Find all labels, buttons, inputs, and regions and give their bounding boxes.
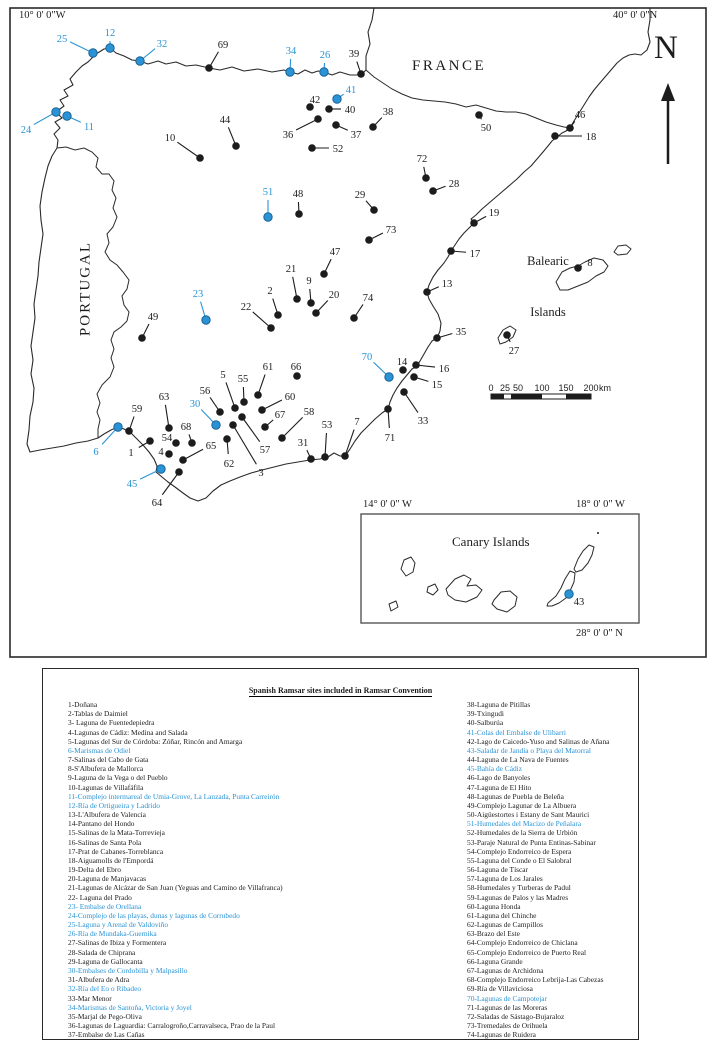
site-label-28: 28 xyxy=(448,178,460,190)
site-label-60: 60 xyxy=(284,391,296,403)
site-label-74: 74 xyxy=(362,292,374,304)
site-dot-52 xyxy=(308,144,316,152)
legend-item: 67-Lagunas de Archidona xyxy=(467,965,544,975)
north-arrow xyxy=(661,83,675,164)
site-label-62: 62 xyxy=(223,458,235,470)
site-dot-49 xyxy=(138,334,146,342)
scale-tick-200: 200 xyxy=(583,383,599,393)
site-dot-61 xyxy=(254,391,262,399)
site-label-48: 48 xyxy=(292,188,304,200)
legend-item: 35-Marjal de Pego-Oliva xyxy=(68,1011,142,1021)
balearic-label: Balearic Islands xyxy=(527,254,569,319)
site-label-29: 29 xyxy=(354,189,366,201)
site-label-20: 20 xyxy=(328,289,340,301)
legend-item: 39-Txingudi xyxy=(467,709,504,719)
site-label-43: 43 xyxy=(573,596,585,608)
site-dot-15 xyxy=(410,373,418,381)
legend-item: 46-Lago de Banyoles xyxy=(467,773,531,783)
legend-item: 48-Lagunas de Puebla de Beleña xyxy=(467,791,564,801)
legend-item: 5-Lagunas del Sur de Córdoba: Zóñar, Rincón and Amarga xyxy=(68,736,243,746)
site-label-36: 36 xyxy=(282,129,294,141)
legend-item: 17-Prat de Cabanes-Torreblanca xyxy=(68,846,164,856)
legend-item: 53-Paraje Natural de Punta Entinas-Sabinar xyxy=(467,837,596,847)
site-leader-line-3 xyxy=(233,425,256,464)
site-label-1: 1 xyxy=(128,447,134,459)
site-dot-11 xyxy=(63,112,71,120)
site-label-34: 34 xyxy=(285,45,297,57)
site-dot-70 xyxy=(385,373,393,381)
legend-item: 55-Laguna del Conde o El Salobral xyxy=(467,855,572,865)
france-border xyxy=(366,70,570,128)
legend-item: 50-Aigüestortes i Estany de Sant Maurici xyxy=(467,810,590,820)
site-dot-55 xyxy=(240,398,248,406)
site-dot-73 xyxy=(365,236,373,244)
site-label-2: 2 xyxy=(267,285,273,297)
site-dot-51 xyxy=(264,213,272,221)
inset-coord-top-right: 18° 0' 0" W xyxy=(576,499,625,510)
site-dot-40 xyxy=(325,105,333,113)
site-dot-34 xyxy=(286,68,294,76)
site-label-15: 15 xyxy=(431,379,443,391)
site-dot-6 xyxy=(114,423,122,431)
site-label-46: 46 xyxy=(574,109,586,121)
legend-item: 1-Doñana xyxy=(68,700,98,709)
site-dot-64 xyxy=(175,468,183,476)
site-label-27: 27 xyxy=(508,345,520,357)
legend-item: 20-Laguna de Manjavacas xyxy=(68,874,146,884)
site-label-50: 50 xyxy=(480,122,492,134)
legend-column-right xyxy=(467,700,609,1039)
site-dot-47 xyxy=(320,270,328,278)
site-label-69: 69 xyxy=(217,39,229,51)
site-label-26: 26 xyxy=(319,49,331,61)
legend-item: 41-Colas del Embalse de Ulibarri xyxy=(467,727,566,737)
site-leader-line-64 xyxy=(162,472,179,495)
legend-item: 63-Brazo del Este xyxy=(467,929,520,939)
site-dot-18 xyxy=(551,132,559,140)
inset-coord-bottom-right: 28° 0' 0" N xyxy=(576,628,623,639)
site-dot-46 xyxy=(566,124,574,132)
legend-item: 64-Complejo Endorreico de Chiclana xyxy=(467,938,578,948)
site-leader-line-57 xyxy=(242,417,260,442)
legend-item: 25-Laguna y Arenal de Valdoviño xyxy=(68,920,169,930)
canary-label: Canary Islands xyxy=(452,534,530,549)
site-dot-32 xyxy=(136,57,144,65)
site-dot-62 xyxy=(223,435,231,443)
legend-item: 26-Ría de Mundaka-Guernika xyxy=(68,929,157,939)
site-dot-69 xyxy=(205,64,213,72)
site-label-67: 67 xyxy=(274,409,286,421)
scale-bar xyxy=(491,394,591,399)
site-label-70: 70 xyxy=(361,351,373,363)
site-dot-66 xyxy=(293,372,301,380)
site-dot-10 xyxy=(196,154,204,162)
site-leader-line-10 xyxy=(177,142,200,158)
site-dot-17 xyxy=(447,247,455,255)
site-label-10: 10 xyxy=(164,132,176,144)
site-label-12: 12 xyxy=(104,27,116,39)
legend-item: 4-Lagunas de Cádiz: Medina and Salada xyxy=(68,727,188,737)
site-dot-16 xyxy=(412,361,420,369)
site-dot-54 xyxy=(172,439,180,447)
scale-tick-100: 100 xyxy=(534,383,550,393)
legend-item: 43-Saladar de Jandía o Playa del Matorral xyxy=(467,745,591,755)
legend-item: 34-Marismas de Santoña, Victoria y Joyel xyxy=(68,1002,192,1012)
site-dot-58 xyxy=(278,434,286,442)
legend-item: 7-Salinas del Cabo de Gata xyxy=(68,755,149,765)
legend-item: 9-Laguna de la Vega o del Pueblo xyxy=(68,773,168,783)
site-label-16: 16 xyxy=(438,363,450,375)
site-dot-12 xyxy=(106,44,114,52)
legend-item: 51-Humedales del Macizo de Peñalara xyxy=(467,819,582,829)
site-dot-65 xyxy=(179,456,187,464)
site-label-42: 42 xyxy=(309,94,321,106)
site-dot-72 xyxy=(422,174,430,182)
site-dot-39 xyxy=(357,70,365,78)
legend-item: 24-Complejo de las playas, dunas y lagunas de Corrubedo xyxy=(68,910,240,920)
site-label-4: 4 xyxy=(158,446,164,458)
legend-item: 32-Ría del Eo o Ribadeo xyxy=(68,984,142,994)
canary-inset xyxy=(361,514,639,623)
site-dot-21 xyxy=(293,295,301,303)
legend-item: 56-Laguna de Tíscar xyxy=(467,865,529,875)
legend-item: 52-Humedales de la Sierra de Urbión xyxy=(467,828,578,838)
legend-item: 28-Salada de Chiprana xyxy=(68,947,136,957)
legend-item: 71-Lagunas de las Moreras xyxy=(467,1002,548,1012)
site-label-49: 49 xyxy=(147,311,159,323)
site-dot-30 xyxy=(212,421,220,429)
legend-item: 72-Saladas de Sástago-Bujaraloz xyxy=(467,1011,565,1021)
legend-item: 2-Tablas de Daimiel xyxy=(68,709,128,719)
site-label-5: 5 xyxy=(220,369,226,381)
site-label-13: 13 xyxy=(441,278,453,290)
site-dot-63 xyxy=(165,424,173,432)
site-dot-68 xyxy=(188,439,196,447)
site-dot-28 xyxy=(429,187,437,195)
site-dot-29 xyxy=(370,206,378,214)
site-label-35: 35 xyxy=(455,326,467,338)
site-label-32: 32 xyxy=(156,38,168,50)
site-dot-3 xyxy=(229,421,237,429)
legend-item: 49-Complejo Lagunar de La Albuera xyxy=(467,800,577,810)
site-label-18: 18 xyxy=(585,131,597,143)
legend-item: 37-Embalse de Las Cañas xyxy=(68,1030,145,1040)
legend-item: 23- Embalse de Orellana xyxy=(68,901,142,911)
legend-item: 60-Laguna Honda xyxy=(467,901,521,911)
site-label-23: 23 xyxy=(192,288,204,300)
site-label-56: 56 xyxy=(199,385,211,397)
legend-item: 40-Salburúa xyxy=(467,718,504,728)
site-label-71: 71 xyxy=(384,432,396,444)
site-label-45: 45 xyxy=(126,478,138,490)
france-label: FRANCE xyxy=(412,58,487,74)
site-dot-5 xyxy=(231,404,239,412)
site-dot-71 xyxy=(384,405,392,413)
legend-item: 61-Laguna del Chinche xyxy=(467,910,537,920)
site-dot-38 xyxy=(369,123,377,131)
legend-item: 45-Bahía de Cádiz xyxy=(467,764,523,774)
legend-title-wrap xyxy=(43,680,638,698)
legend-item: 69-Ría de Villaviciosa xyxy=(467,984,533,994)
legend-item: 6-Marismas de Odiel xyxy=(68,745,131,755)
legend-item: 14-Pantano del Hondo xyxy=(68,819,135,829)
site-dot-33 xyxy=(400,388,408,396)
site-dot-44 xyxy=(232,142,240,150)
site-label-57: 57 xyxy=(259,444,271,456)
site-label-65: 65 xyxy=(205,440,217,452)
site-dot-53 xyxy=(321,453,329,461)
legend-item: 16-Salinas de Santa Pola xyxy=(68,837,142,847)
site-dot-26 xyxy=(320,68,328,76)
legend-item: 31-Albufera de Adra xyxy=(68,975,130,985)
site-label-24: 24 xyxy=(20,124,32,136)
legend-item: 57-Laguna de Los Jarales xyxy=(467,874,543,884)
site-label-72: 72 xyxy=(416,153,428,165)
site-label-22: 22 xyxy=(240,301,252,313)
site-label-52: 52 xyxy=(332,143,344,155)
legend-item: 59-Lagunas de Palos y las Madres xyxy=(467,892,569,902)
site-label-68: 68 xyxy=(180,421,192,433)
legend-item: 29-Laguna de Gallocanta xyxy=(68,956,143,966)
site-dot-25 xyxy=(89,49,97,57)
site-dot-60 xyxy=(258,406,266,414)
site-dot-48 xyxy=(295,210,303,218)
site-dot-59 xyxy=(125,427,133,435)
site-label-53: 53 xyxy=(321,419,333,431)
legend-box xyxy=(42,668,639,1040)
legend-item: 11-Complejo intermareal de Umia-Grove, La Lanzada, Punta Carreirón xyxy=(68,791,280,801)
legend-item: 36-Lagunas de Laguardia: Carralogroño,Carravalseca, Prao de la Paul xyxy=(68,1021,276,1031)
legend-item: 73-Tremedales de Orihuela xyxy=(467,1021,548,1031)
legend-item: 58-Humedales y Turberas de Padul xyxy=(467,883,571,893)
site-label-55: 55 xyxy=(237,373,249,385)
legend-item: 13-L'Albufera de Valencia xyxy=(68,810,146,820)
legend-item: 22- Laguna del Prado xyxy=(68,892,132,902)
site-dot-37 xyxy=(332,121,340,129)
site-dot-50 xyxy=(475,111,483,119)
site-label-63: 63 xyxy=(158,391,170,403)
site-label-64: 64 xyxy=(151,497,163,509)
legend-item: 33-Mar Menor xyxy=(68,993,112,1003)
site-label-58: 58 xyxy=(303,406,315,418)
site-dot-22 xyxy=(267,324,275,332)
site-label-41: 41 xyxy=(345,84,357,96)
legend-item: 38-Laguna de Pitillas xyxy=(467,700,531,709)
site-label-33: 33 xyxy=(417,415,429,427)
site-dot-31 xyxy=(307,455,315,463)
legend-column-left xyxy=(68,700,283,1039)
site-dot-2 xyxy=(274,311,282,319)
legend-item: 3- Laguna de Fuentedepiedra xyxy=(68,718,155,728)
site-label-47: 47 xyxy=(329,246,341,258)
site-dot-13 xyxy=(423,288,431,296)
legend-item: 68-Complejo Endorreico Lebrija-Las Cabezas xyxy=(467,975,604,985)
legend-item: 74-Lagunas de Ruidera xyxy=(467,1030,536,1040)
portugal-label: PORTUGAL xyxy=(77,240,94,337)
scale-tick-0: 0 xyxy=(488,383,494,393)
legend-item: 27-Salinas de Ibiza y Formentera xyxy=(68,938,167,948)
site-dot-56 xyxy=(216,408,224,416)
site-dot-43 xyxy=(565,590,573,598)
scale-tick-50: 50 xyxy=(512,383,524,393)
site-dot-20 xyxy=(312,309,320,317)
site-label-9: 9 xyxy=(306,275,312,287)
legend-item: 66-Laguna Grande xyxy=(467,956,523,966)
site-label-38: 38 xyxy=(382,106,394,118)
legend-item: 8-S'Albufera de Mallorca xyxy=(68,764,144,774)
coord-top-right: 40° 0' 0"N xyxy=(613,10,658,21)
inset-coord-top-left: 14° 0' 0" W xyxy=(363,499,412,510)
site-label-31: 31 xyxy=(297,437,309,449)
legend-item: 65-Complejo Endorreico de Puerto Real xyxy=(467,947,587,957)
site-label-6: 6 xyxy=(93,446,99,458)
site-label-73: 73 xyxy=(385,224,397,236)
site-label-59: 59 xyxy=(131,403,143,415)
site-label-14: 14 xyxy=(396,356,408,368)
site-label-40: 40 xyxy=(344,104,356,116)
site-dot-41 xyxy=(333,95,341,103)
site-label-21: 21 xyxy=(285,263,297,275)
site-dot-23 xyxy=(202,316,210,324)
site-label-44: 44 xyxy=(219,114,231,126)
scale-unit: km xyxy=(599,383,611,393)
site-label-66: 66 xyxy=(290,361,302,373)
legend-item: 10-Lagunas de Villafáfila xyxy=(68,782,144,792)
site-dot-67 xyxy=(261,423,269,431)
site-label-3: 3 xyxy=(258,467,264,479)
site-label-17: 17 xyxy=(469,248,481,260)
site-label-39: 39 xyxy=(348,48,360,60)
site-dot-57 xyxy=(238,413,246,421)
site-dot-9 xyxy=(307,299,315,307)
site-dot-45 xyxy=(157,465,165,473)
legend-item: 15-Salinas de la Mata-Torrevieja xyxy=(68,828,165,838)
site-leader-line-5 xyxy=(226,382,235,408)
site-label-25: 25 xyxy=(56,33,68,45)
legend-title: Spanish Ramsar sites included in Ramsar Convention xyxy=(248,686,433,695)
legend-item: 70-Lagunas de Campotejar xyxy=(467,993,548,1003)
site-label-7: 7 xyxy=(354,416,360,428)
scale-tick-25: 25 xyxy=(499,383,511,393)
site-label-19: 19 xyxy=(488,207,500,219)
legend-item: 44-Laguna de La Nava de Fuentes xyxy=(467,755,569,765)
scale-tick-150: 150 xyxy=(558,383,574,393)
north-letter: N xyxy=(654,30,678,66)
site-dot-74 xyxy=(350,314,358,322)
site-dot-4 xyxy=(165,450,173,458)
site-label-51: 51 xyxy=(262,186,274,198)
legend-item: 12-Ría de Ortigueira y Ladrido xyxy=(68,800,160,810)
legend-item: 19-Delta del Ebro xyxy=(68,865,121,875)
legend-item: 54-Complejo Endorreico de Espera xyxy=(467,846,572,856)
site-label-54: 54 xyxy=(161,432,173,444)
site-dot-24 xyxy=(52,108,60,116)
legend-item: 47-Laguna de El Hito xyxy=(467,782,532,792)
site-label-61: 61 xyxy=(262,361,274,373)
site-label-8: 8 xyxy=(587,257,593,269)
site-dot-36 xyxy=(314,115,322,123)
legend-item: 62-Lagunas de Campillos xyxy=(467,920,543,930)
site-label-37: 37 xyxy=(350,129,362,141)
site-label-11: 11 xyxy=(83,121,95,133)
legend-item: 30-Embalses de Cordobilla y Malpasillo xyxy=(68,965,188,975)
legend-item: 21-Lagunas de Alcázar de San Juan (Yeguas and Camino de Villafranca) xyxy=(68,883,283,893)
site-dot-7 xyxy=(341,452,349,460)
site-leader-line-7 xyxy=(345,430,354,456)
legend-item: 42-Lago de Caicedo-Yuso and Salinas de Añana xyxy=(467,736,610,746)
site-dot-35 xyxy=(433,334,441,342)
legend-item: 18-Aiguamolls de l'Empordá xyxy=(68,855,154,865)
coord-top-left: 10° 0' 0"W xyxy=(19,10,66,21)
site-dot-19 xyxy=(470,219,478,227)
site-dot-1 xyxy=(146,437,154,445)
site-label-30: 30 xyxy=(189,398,201,410)
